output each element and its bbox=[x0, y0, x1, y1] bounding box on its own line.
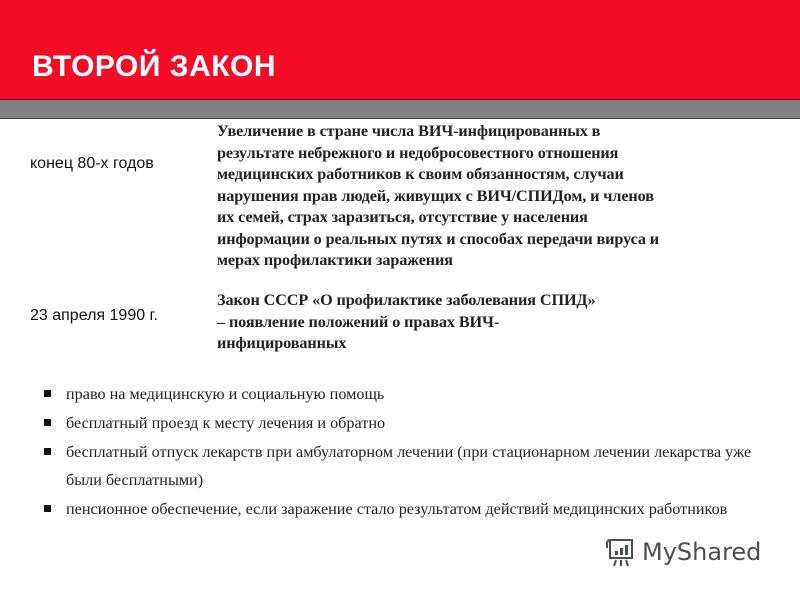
desc-line: – появление положений о правах ВИЧ- bbox=[217, 312, 500, 331]
bullet-icon bbox=[44, 448, 51, 455]
bullet-icon bbox=[44, 419, 51, 426]
bullet-icon bbox=[44, 505, 51, 512]
desc-line: Увеличение в стране числа ВИЧ-инфицированных в bbox=[217, 122, 601, 140]
presentation-board-icon bbox=[606, 536, 636, 568]
date-label: конец 80-х годов bbox=[30, 155, 154, 172]
gray-band bbox=[0, 100, 800, 119]
list-item bbox=[42, 380, 762, 408]
desc-line: их семей, страх заразиться, отсутствие у населения bbox=[217, 208, 588, 226]
list-item bbox=[42, 495, 762, 523]
desc-line: мерах профилактики заражения bbox=[217, 251, 453, 269]
myshared-logo bbox=[606, 536, 761, 568]
list-item-text: пенсионное обеспечение, если заражение стало результатом действий медицинских работников bbox=[66, 500, 728, 518]
watermark-text: MyShared bbox=[642, 538, 762, 566]
row-description bbox=[217, 290, 797, 355]
slide-title: ВТОРОЙ ЗАКОН bbox=[32, 50, 277, 83]
desc-line: информации о реальных путях и способах передачи вируса и bbox=[217, 229, 660, 248]
list-item bbox=[42, 438, 762, 494]
rights-list bbox=[42, 380, 762, 524]
bullet-icon bbox=[44, 390, 51, 397]
desc-line: медицинских работников к своим обязанностям, случаи bbox=[217, 165, 624, 183]
row-description bbox=[217, 121, 797, 272]
desc-line: результате небрежного и недобросовестного отношения bbox=[217, 143, 619, 162]
date-label: 23 апреля 1990 г. bbox=[30, 307, 158, 324]
list-item-text: бесплатный проезд к месту лечения и обратно bbox=[66, 414, 386, 432]
list-item-text: право на медицинскую и социальную помощь bbox=[66, 385, 385, 403]
desc-line: Закон СССР «О профилактике заболевания СПИД» bbox=[217, 291, 596, 309]
desc-line: нарушения прав людей, живущих с ВИЧ/СПИДом, и членов bbox=[217, 186, 654, 205]
desc-line: инфицированных bbox=[217, 334, 347, 352]
list-item-text: бесплатный отпуск лекарств при амбулаторном лечении (при стационарном лечении лекарства уже были бесплатными) bbox=[66, 443, 752, 489]
list-item bbox=[42, 409, 762, 437]
